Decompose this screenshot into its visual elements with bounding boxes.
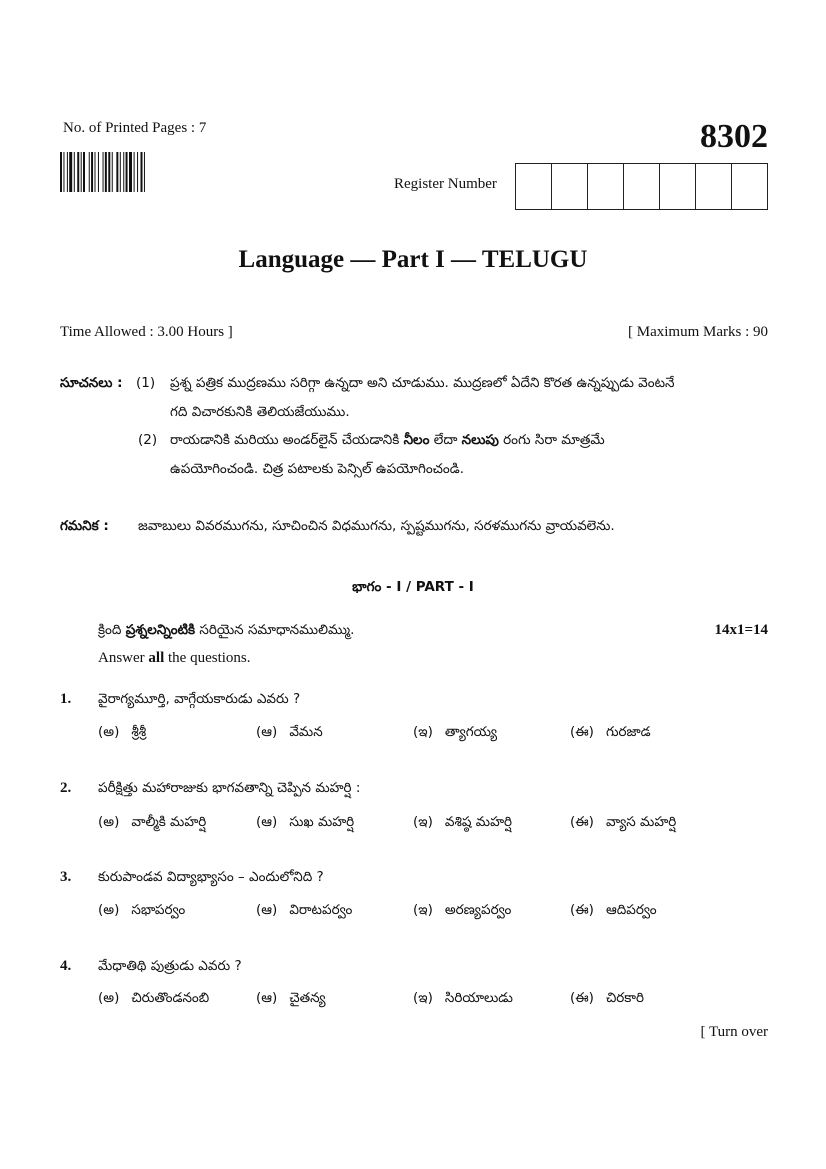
option-label: (అ)	[98, 902, 120, 918]
option-label: (అ)	[98, 724, 120, 740]
option-aa[interactable]	[256, 902, 352, 921]
instruction-1-number: (1)	[136, 375, 156, 391]
option-text: విరాటపర్వం	[289, 902, 353, 918]
register-digit-box[interactable]	[588, 164, 624, 209]
question-text: కురుపాండవ విద్యాభ్యాసం – ఎందులోనిది ?	[98, 869, 324, 885]
option-text: వేమన	[289, 724, 323, 740]
register-digit-box[interactable]	[660, 164, 696, 209]
option-aa[interactable]	[256, 990, 326, 1009]
option-text: చిరకారి	[605, 990, 645, 1006]
option-text: వాల్మీకి మహర్షి	[131, 814, 207, 830]
section-heading: భాగం - I / PART - I	[352, 579, 474, 595]
question-number: 2.	[60, 780, 72, 796]
option-a[interactable]	[98, 902, 185, 921]
option-text: సిరియాలుడు	[444, 990, 513, 1006]
instruction-2-text-e: రంగు సిరా మాత్రమే	[498, 432, 605, 448]
printed-pages-count: No. of Printed Pages : 7	[63, 120, 207, 136]
marks-allocation: 14x1=14	[714, 622, 768, 638]
instructions-label: సూచనలు :	[60, 375, 123, 391]
section-instruction-english	[98, 650, 251, 667]
paper-code: 8302	[700, 118, 768, 155]
option-text: చిరుతొండనంబి	[131, 990, 210, 1006]
option-i[interactable]	[413, 990, 513, 1009]
section-instruction-te-a: క్రింది	[98, 622, 126, 638]
section-instruction-te-b: ప్రశ్నలన్నింటికి	[125, 622, 196, 638]
section-instruction-en-a: Answer	[98, 650, 149, 666]
turn-over: [ Turn over	[700, 1024, 768, 1040]
option-label: (అ)	[98, 990, 120, 1006]
instruction-2-text-a: రాయడానికి మరియు అండర్‌లైన్ చేయడానికి	[170, 432, 404, 448]
option-text: శ్రీశ్రీ	[131, 724, 147, 740]
option-text: చైతన్య	[289, 990, 326, 1006]
option-ii[interactable]	[570, 990, 644, 1009]
question-text: పరీక్షిత్తు మహారాజుకు భాగవతాన్ని చెప్పిన మహర్షి :	[98, 780, 361, 796]
question-number: 1.	[60, 691, 72, 707]
instruction-2-line-2: ఉపయోగించండి. చిత్ర పటాలకు పెన్సిల్ ఉపయోగించండి.	[170, 461, 465, 477]
option-text: వ్యాస మహర్షి	[605, 814, 677, 830]
note-label: గమనిక :	[60, 518, 109, 534]
option-label: (ఇ)	[413, 724, 433, 740]
section-instruction-en-b: all	[148, 650, 165, 666]
option-i[interactable]	[413, 724, 497, 743]
instruction-2-blue: నీలం	[403, 432, 430, 448]
instruction-1-line-1: ప్రశ్న పత్రిక ముద్రణము సరిగ్గా ఉన్నదా అని చూడుము. ముద్రణలో ఏదేని కొరత ఉన్నప్పుడు వెంటనే	[170, 375, 675, 391]
option-aa[interactable]	[256, 724, 323, 743]
register-digit-box[interactable]	[624, 164, 660, 209]
option-i[interactable]	[413, 814, 512, 833]
maximum-marks: [ Maximum Marks : 90	[628, 324, 768, 340]
register-digit-box[interactable]	[732, 164, 767, 209]
section-instruction-telugu	[98, 622, 354, 641]
option-label: (ఈ)	[570, 902, 594, 918]
option-text: గురజాడ	[605, 724, 651, 740]
option-a[interactable]	[98, 990, 209, 1009]
option-label: (ఇ)	[413, 990, 433, 1006]
register-digit-box[interactable]	[516, 164, 552, 209]
question-number: 3.	[60, 869, 72, 885]
instruction-2-black: నలుపు	[461, 432, 499, 448]
option-a[interactable]	[98, 724, 146, 743]
option-label: (ఆ)	[256, 990, 278, 1006]
question-number: 4.	[60, 958, 72, 974]
option-text: అరణ్యపర్వం	[444, 902, 512, 918]
instruction-2-text-c: లేదా	[429, 432, 462, 448]
register-digit-box[interactable]	[552, 164, 588, 209]
option-label: (ఆ)	[256, 724, 278, 740]
option-label: (ఇ)	[413, 814, 433, 830]
instruction-2-line-1	[170, 432, 770, 451]
question-text: మేధాతిథి పుత్రుడు ఎవరు ?	[98, 958, 242, 974]
option-label: (ఆ)	[256, 902, 278, 918]
question-text: వైరాగ్యమూర్తి, వాగ్గేయకారుడు ఎవరు ?	[98, 691, 301, 707]
register-number-boxes[interactable]	[515, 163, 768, 210]
option-label: (ఈ)	[570, 990, 594, 1006]
note-text: జవాబులు వివరముగను, సూచించిన విధముగను, స్పష్టముగను, సరళముగను వ్రాయవలెను.	[138, 518, 615, 534]
instruction-2-number: (2)	[138, 432, 158, 448]
time-allowed: Time Allowed : 3.00 Hours ]	[60, 324, 233, 340]
option-ii[interactable]	[570, 814, 676, 833]
option-ii[interactable]	[570, 724, 651, 743]
page-title: Language — Part I — TELUGU	[238, 246, 588, 273]
option-aa[interactable]	[256, 814, 354, 833]
register-number-label: Register Number	[394, 176, 497, 192]
option-a[interactable]	[98, 814, 206, 833]
option-label: (ఇ)	[413, 902, 433, 918]
option-label: (ఈ)	[570, 724, 594, 740]
option-label: (ఈ)	[570, 814, 594, 830]
barcode	[60, 152, 184, 192]
section-instruction-en-c: the questions.	[164, 650, 251, 666]
option-i[interactable]	[413, 902, 511, 921]
option-text: సభాపర్వం	[131, 902, 186, 918]
option-text: త్యాగయ్య	[444, 724, 498, 740]
register-digit-box[interactable]	[696, 164, 732, 209]
section-instruction-te-c: సరియైన సమాధానములిమ్ము.	[195, 622, 355, 638]
option-label: (ఆ)	[256, 814, 278, 830]
option-label: (అ)	[98, 814, 120, 830]
instruction-1-line-2: గది విచారకునికి తెలియజేయుము.	[170, 404, 350, 420]
option-text: ఆదిపర్వం	[605, 902, 657, 918]
option-text: సుఖ మహర్షి	[289, 814, 355, 830]
option-ii[interactable]	[570, 902, 657, 921]
option-text: వశిష్ఠ మహర్షి	[444, 814, 513, 830]
